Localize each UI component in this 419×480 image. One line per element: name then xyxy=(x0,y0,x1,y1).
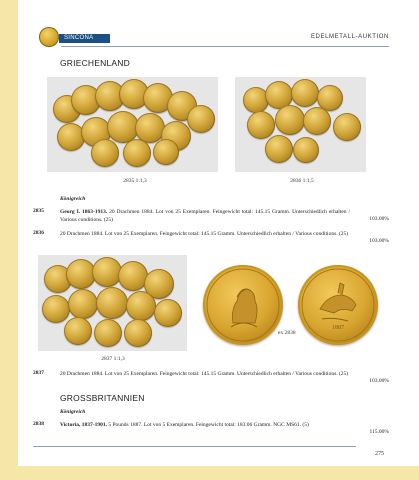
header-title: EDELMETALL-AUKTION xyxy=(310,34,389,40)
lot-price-2836: 103.00% xyxy=(369,238,389,244)
image-caption-2836: 2836 1:1,5 xyxy=(290,178,314,184)
lot-price-2835: 103.00% xyxy=(369,216,389,222)
lot-description-2836: 20 Drachmen 1884. Lot von 25 Exemplaren. Feingewicht total: 145.15 Gramm. Unterschiedlich erhalten / Various conditions. (25) xyxy=(60,231,349,237)
lot-ruler-2835: Georg I. 1863-1913. xyxy=(60,209,108,215)
subheading-uk: Königreich xyxy=(60,409,86,415)
page-number: 275 xyxy=(375,451,384,457)
lot-image-2836 xyxy=(235,77,366,172)
brand-label: SINCONA xyxy=(59,34,110,43)
lot-number-2835: 2835 xyxy=(33,208,44,214)
victoria-portrait-icon xyxy=(203,265,283,345)
lot-description-2837: 20 Drachmen 1884. Lot von 25 Exemplaren. Feingewicht total: 145.15 Gramm. Unterschiedlich erhalten / Various conditions. (25) xyxy=(60,371,349,377)
subheading-greece: Königreich xyxy=(60,196,86,202)
lot-detail-2838: 5 Pounds 1887. Lot von 5 Exemplaren. Feingewicht total: 183.06 Gramm. NGC MS61. (5) xyxy=(107,422,309,428)
lot-detail-2835: 20 Drachmen 1884. Lot von 25 Exemplaren. Feingewicht total: 145.15 Gramm. Unterschiedlich erhalten / Various conditions. (25) xyxy=(60,209,350,223)
lot-description-2835 xyxy=(60,208,350,224)
lot-description-2838 xyxy=(60,421,350,429)
page-header xyxy=(33,24,389,50)
section-title-greece: GRIECHENLAND xyxy=(60,58,130,68)
lot-number-2838: 2838 xyxy=(33,421,44,427)
sincona-logo-icon xyxy=(39,27,59,47)
lot-number-2836: 2836 xyxy=(33,230,44,236)
coin-obverse-image xyxy=(203,265,283,345)
image-caption-2835: 2835 1:1,3 xyxy=(123,178,147,184)
page-border-left xyxy=(0,0,18,480)
lot-price-2838: 115.00% xyxy=(369,429,389,435)
footer-divider xyxy=(33,446,356,447)
lot-number-2837: 2837 xyxy=(33,370,44,376)
lot-ruler-2838: Victoria, 1837-1901. xyxy=(60,422,107,428)
image-caption-2838: ex 2838 xyxy=(278,330,296,336)
header-divider xyxy=(61,46,389,47)
coin-date-label: 1887 xyxy=(332,325,344,331)
section-title-uk: GROSSBRITANNIEN xyxy=(60,393,145,403)
lot-image-2837 xyxy=(38,255,187,351)
lot-price-2837: 103.00% xyxy=(369,378,389,384)
image-caption-2837: 2837 1:1,3 xyxy=(101,356,125,362)
lot-image-2835 xyxy=(47,77,218,172)
page-border-bottom xyxy=(0,466,419,480)
